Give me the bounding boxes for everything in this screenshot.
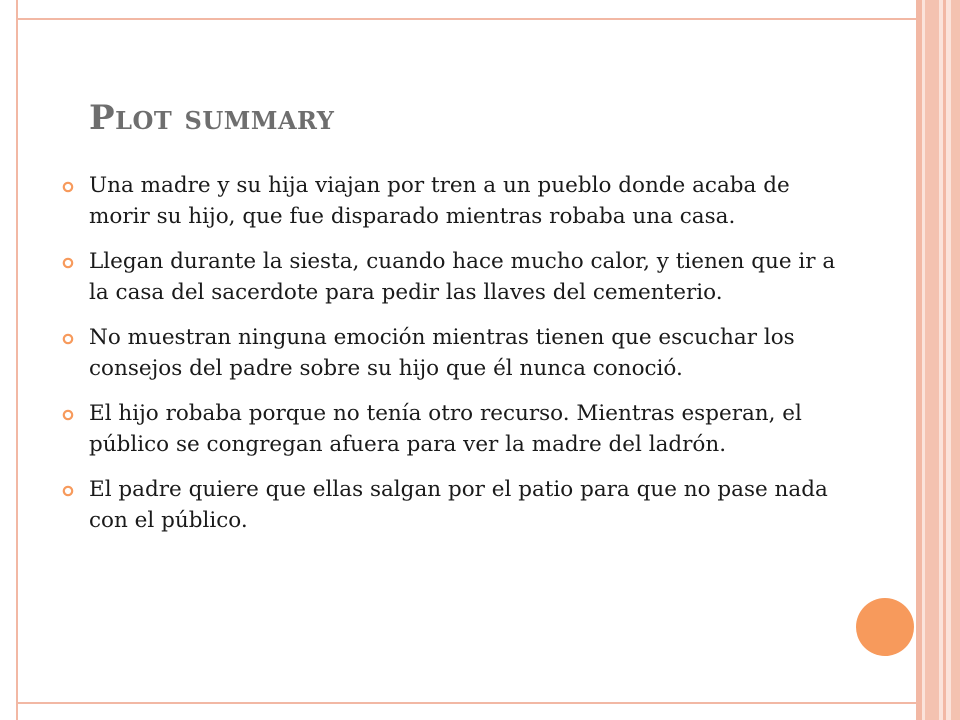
stripe (925, 0, 939, 720)
bullet-ring-icon (62, 485, 74, 497)
bullet-item (60, 170, 850, 232)
bullet-item (60, 246, 850, 308)
bullet-list (60, 170, 850, 550)
stripe (951, 0, 960, 720)
bullet-ring-icon (62, 181, 74, 193)
frame-top-line (16, 18, 916, 20)
slide-title: Plot summary (89, 98, 335, 138)
bullet-ring-icon (62, 257, 74, 269)
decorative-circle (856, 598, 914, 656)
bullet-ring-icon (62, 333, 74, 345)
bullet-text: Una madre y su hija viajan por tren a un pueblo donde acaba de morir su hijo, que fue disparado mientras robaba una casa. (89, 173, 790, 229)
decorative-stripes (916, 0, 960, 720)
bullet-text: Llegan durante la siesta, cuando hace mucho calor, y tienen que ir a la casa del sacerdote para pedir las llaves del cementerio. (89, 249, 836, 305)
bullet-item (60, 474, 850, 536)
frame-bottom-line (16, 702, 916, 704)
bullet-text: El padre quiere que ellas salgan por el patio para que no pase nada con el público. (89, 477, 828, 533)
bullet-text: El hijo robaba porque no tenía otro recurso. Mientras esperan, el público se congregan afuera para ver la madre del ladrón. (89, 401, 802, 457)
bullet-item (60, 398, 850, 460)
frame-left-line (16, 0, 18, 720)
bullet-ring-icon (62, 409, 74, 421)
bullet-item (60, 322, 850, 384)
bullet-text: No muestran ninguna emoción mientras tienen que escuchar los consejos del padre sobre su hijo que él nunca conoció. (89, 325, 795, 381)
